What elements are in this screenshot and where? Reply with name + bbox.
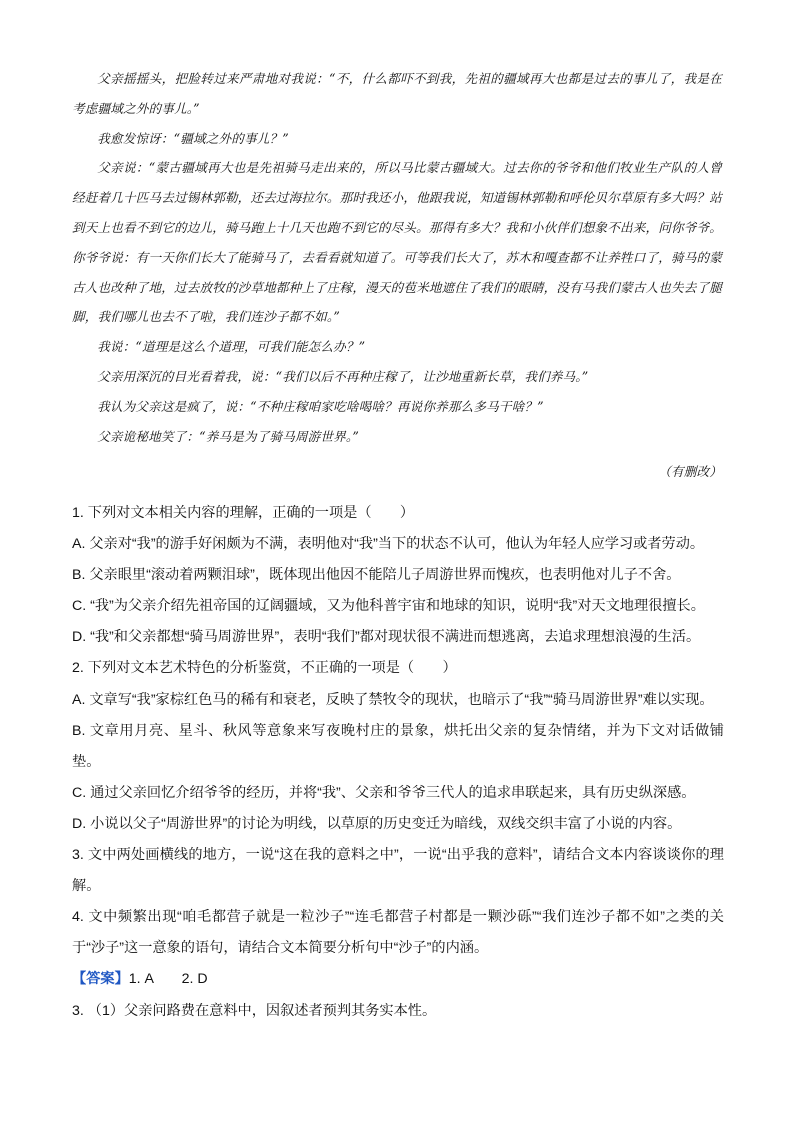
question-3: 3. 文中两处画横线的地方，一说“这在我的意料之中”，一说“出乎我的意料”，请结合文本内容谈谈你的理解。	[72, 847, 724, 895]
answer-line	[72, 964, 724, 995]
question-2-stem: 2. 下列对文本艺术特色的分析鉴赏，不正确的一项是（ ）	[72, 660, 457, 677]
question-1-option-b: B. 父亲眼里“滚动着两颗泪球”，既体现出他因不能陪儿子周游世界而愧疚，也表明他对儿子不舍。	[72, 567, 681, 584]
answer-text: 1. A 2. D	[128, 971, 208, 988]
story-paragraph: 我愈发惊讶：“疆域之外的事儿？”	[97, 130, 289, 146]
story-paragraph: 父亲摇摇头，把脸转过来严肃地对我说：“不，什么都吓不到我，先祖的疆域再大也都是过去的事儿了，我是在考虑疆域之外的事儿。”	[72, 71, 722, 116]
question-2-option-b: B. 文章用月亮、星斗、秋风等意象来写夜晚村庄的景象，烘托出父亲的复杂情绪，并为下文对话做铺垫。	[72, 722, 724, 770]
question-2-option-c: C. 通过父亲回忆介绍爷爷的经历，并将“我”、父亲和爷爷三代人的追求串联起来，具有历史纵深感。	[72, 784, 696, 801]
question-4: 4. 文中频繁出现“咱毛都营子就是一粒沙子”“连毛都营子村都是一颗沙砾”“我们连沙子都不如”之类的关于“沙子”这一意象的语句，请结合文本简要分析句中“沙子”的内涵。	[72, 909, 724, 957]
story-paragraph: 父亲说：“蒙古疆域再大也是先祖骑马走出来的，所以马比蒙古疆域大。过去你的爷爷和他们牧业生产队的人曾经赶着几十匹马去过锡林郭勒，还去过海拉尔。那时我还小，他跟我说，知道锡林郭勒和呼伦贝尔草原有多大吗？站到天上也看不到它的边儿，骑马跑上十几天也跑不到它的尽头。那得有多大？我和小伙伴们想象不出来，问你爷爷。你爷爷说：有一天你们长大了能骑马了，去看看就知道了。可等我们长大了，苏木和嘎查都不让养牲口了，骑马的蒙古人也改种了地，过去放牧的沙草地都种上了庄稼，漫天的苞米地遮住了我们的眼睛，没有马我们蒙古人也失去了腿脚，我们哪儿也去不了啦，我们连沙子都不如。”	[72, 160, 722, 325]
questions-section	[72, 498, 724, 1027]
question-1-stem: 1. 下列对文本相关内容的理解，正确的一项是（ ）	[72, 505, 415, 521]
story-paragraph: 父亲用深沉的目光看着我，说：“我们以后不再种庄稼了，让沙地重新长草，我们养马。”	[97, 368, 589, 384]
question-1-option-c: C. “我”为父亲介绍先祖帝国的辽阔疆域，又为他科普宇宙和地球的知识，说明“我”对天文地理很擅长。	[72, 598, 705, 615]
question-1-option-d: D. “我”和父亲都想“骑马周游世界”，表明“我们”都对现状很不满进而想逃离，去追求理想浪漫的生活。	[72, 629, 701, 646]
answer-tag: 【答案】	[72, 971, 129, 988]
question-2-option-d: D. 小说以父子“周游世界”的讨论为明线，以草原的历史变迁为暗线，双线交织丰富了小说的内容。	[72, 815, 682, 832]
question-1-option-a: A. 父亲对“我”的游手好闲颇为不满，表明他对“我”当下的状态不认可，他认为年轻人应学习或者劳动。	[72, 536, 705, 553]
revision-note: （有删改）	[658, 464, 722, 480]
story-paragraph: 父亲诡秘地笑了：“养马是为了骑马周游世界。”	[97, 428, 359, 444]
question-2-option-a: A. 文章写“我”家棕红色马的稀有和衰老，反映了禁牧令的现状，也暗示了“我”“骑马周游世界”难以实现。	[72, 691, 714, 708]
story-paragraph: 我认为父亲这是疯了，说：“不种庄稼咱家吃啥喝啥？再说你养那么多马干啥？”	[97, 398, 544, 414]
answer-item-3: 3. （1）父亲问路费在意料中，因叙述者预判其务实本性。	[72, 1002, 437, 1019]
story-excerpt	[72, 64, 722, 487]
story-paragraph: 我说：“道理是这么个道理，可我们能怎么办？”	[97, 339, 366, 355]
